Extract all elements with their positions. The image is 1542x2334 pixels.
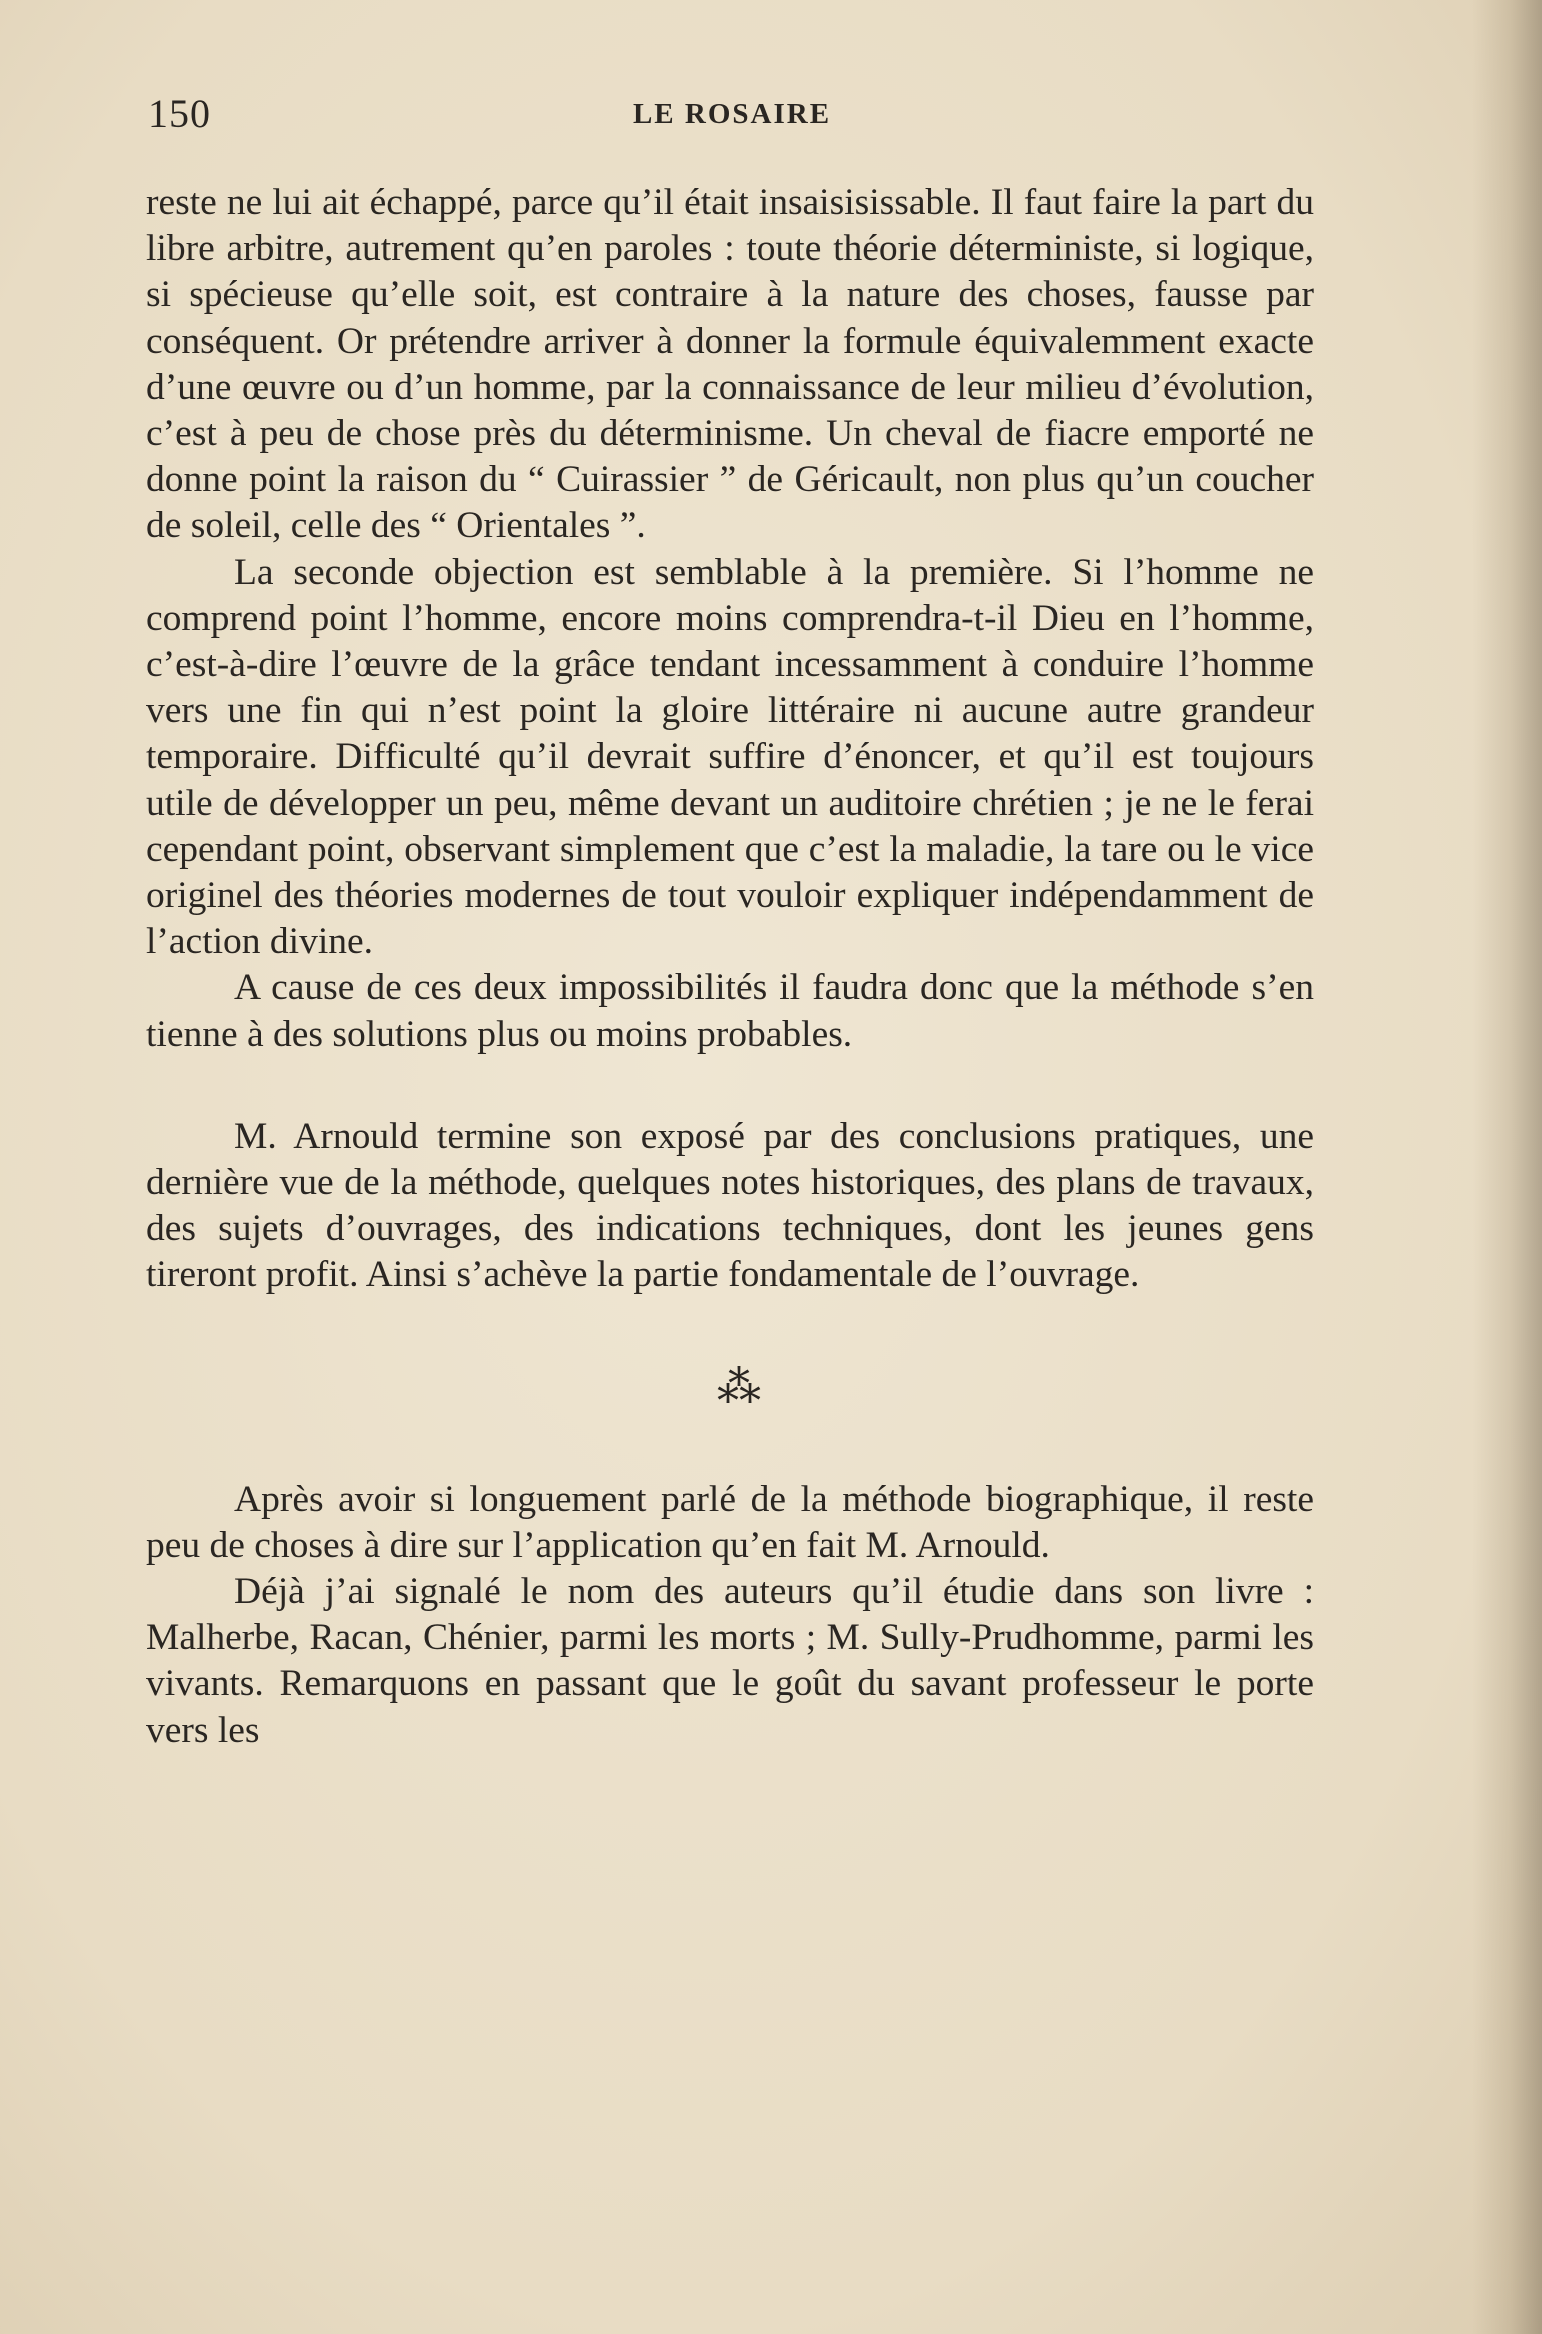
paragraph-2: La seconde objection est semblable à la première. Si l’homme ne comprend point l’homme, encore moins comprendra-t-il Dieu en l’homme, c’est-à-dire l’œuvre de la grâce tendant incessamment à conduire l’homme vers une fin qui n’est point la gloire littéraire ni aucune autre grandeur temporaire. Difficulté qu’il devrait suffire d’énoncer, et qu’il est toujours utile de développer un peu, même devant un auditoire chrétien ; je ne le ferai cependant point, observant simplement que c’est la maladie, la tare ou le vice originel des théories modernes de tout vouloir expliquer indépendamment de l’action divine. bbox=[146, 551, 1314, 963]
page-number: 150 bbox=[148, 91, 211, 136]
page-header bbox=[148, 86, 1316, 142]
paragraph-4: M. Arnould termine son exposé par des conclusions pratiques, une dernière vue de la méthode, quelques notes historiques, des plans de travaux, des sujets d’ouvrages, des indications techniques, dont les jeunes gens tireront profit. Ainsi s’achève la partie fondamentale de l’ouvrage. bbox=[146, 1115, 1314, 1296]
page-gutter-shadow bbox=[1472, 0, 1542, 2334]
paragraph-6: Déjà j’ai signalé le nom des auteurs qu’il étudie dans son livre : Malherbe, Racan, Chénier, parmi les morts ; M. Sully-Prudhomme, parmi les vivants. Remarquons en passant que le goût du savant professeur le porte vers les bbox=[146, 1571, 1314, 1751]
paragraph-5: Après avoir si longuement parlé de la méthode biographique, il reste peu de choses à dire sur l’application qu’en fait M. Arnould. bbox=[146, 1478, 1314, 1566]
paragraph-3: A cause de ces deux impossibilités il faudra donc que la méthode s’en tienne à des solutions plus ou moins probables. bbox=[146, 967, 1314, 1055]
section-break-asterism: ⁂ bbox=[717, 1362, 763, 1412]
running-title: LE ROSAIRE bbox=[632, 98, 832, 130]
paragraph-gap bbox=[146, 1058, 1314, 1114]
body-text bbox=[146, 180, 1314, 1754]
paragraph-1: reste ne lui ait échappé, parce qu’il était insaisisissable. Il faut faire la part du libre arbitre, autrement qu’en paroles : toute théorie déterministe, si logique, si spécieuse qu’elle soit, est contraire à la nature des choses, fausse par conséquent. Or prétendre arriver à donner la formule équivalemment exacte d’une œuvre ou d’un homme, par la connaissance de leur milieu d’évolution, c’est à peu de chose près du déterminisme. Un cheval de fiacre emporté ne donne point la raison du “ Cuirassier ” de Géricault, non plus qu’un coucher de soleil, celle des “ Orientales ”. bbox=[146, 182, 1314, 547]
